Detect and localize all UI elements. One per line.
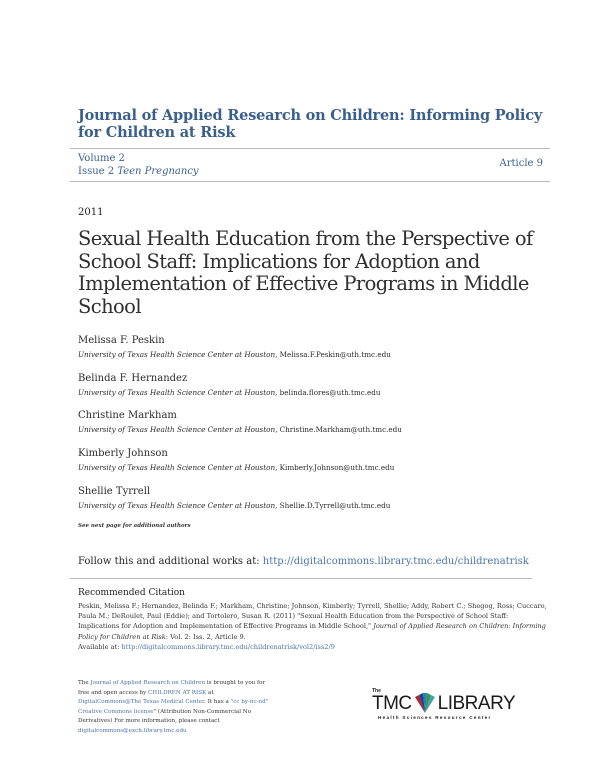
paper-title: Sexual Health Education from the Perspective of School Staff: Implications for Adoption and Implementation of Effective Programs in Middle School bbox=[78, 227, 533, 318]
journal-title: Journal of Applied Research on Children: Informing Policy for Children at Risk bbox=[78, 107, 543, 141]
recommended-citation-heading: Recommended Citation bbox=[78, 588, 185, 598]
license-link[interactable]: "cc by-nc-nd" Creative Commons license bbox=[78, 699, 269, 715]
tmc-library-logo: The TMC LIBRARY Health Sciences Resource Center bbox=[372, 688, 516, 720]
author-name: Kimberly Johnson bbox=[78, 448, 168, 459]
author-email[interactable]: Christine.Markham@uth.tmc.edu bbox=[279, 425, 402, 434]
author-affiliation: University of Texas Health Science Center at Houston, Christine.Markham@uth.tmc.edu bbox=[78, 425, 402, 434]
author-affiliation: University of Texas Health Science Center at Houston, Kimberly.Johnson@uth.tmc.edu bbox=[78, 463, 395, 472]
author-affiliation: University of Texas Health Science Center at Houston, belinda.flores@uth.tmc.edu bbox=[78, 388, 381, 397]
issue-topic: Teen Pregnancy bbox=[117, 166, 199, 177]
volume-info bbox=[78, 152, 199, 178]
author-name: Melissa F. Peskin bbox=[78, 335, 165, 346]
follow-link[interactable]: http://digitalcommons.library.tmc.edu/childrenatrisk bbox=[262, 556, 529, 567]
author-affiliation: University of Texas Health Science Center at Houston, Shellie.D.Tyrrell@uth.tmc.edu bbox=[78, 501, 391, 510]
follow-label: Follow this and additional works at: bbox=[78, 556, 263, 567]
citation-journal: Journal of Applied Research on Children: Informing Policy for Children at Risk bbox=[78, 622, 546, 641]
logo-library: LIBRARY bbox=[437, 693, 516, 714]
fan-icon bbox=[414, 693, 436, 713]
author-name: Christine Markham bbox=[78, 410, 177, 421]
journal-link[interactable]: Journal of Applied Research on Children bbox=[90, 680, 206, 686]
publication-year: 2011 bbox=[78, 207, 104, 218]
author-name: Belinda F. Hernandez bbox=[78, 373, 188, 384]
more-authors-note: See next page for additional authors bbox=[78, 523, 191, 529]
contact-email-link[interactable]: digitalcommons@exch.library.tmc.edu bbox=[78, 727, 187, 734]
author-email[interactable]: belinda.flores@uth.tmc.edu bbox=[279, 388, 381, 397]
author-name: Shellie Tyrrell bbox=[78, 486, 151, 497]
citation-link[interactable]: http://digitalcommons.library.tmc.edu/childrenatrisk/vol2/iss2/9 bbox=[121, 642, 335, 651]
author-email[interactable]: Kimberly.Johnson@uth.tmc.edu bbox=[279, 463, 395, 472]
footer-notice: The Journal of Applied Research on Children is brought to you for free and open access by CHILDREN AT RISK at DigitalCommons@The Texas Medical Center. It has a "cc by-nc-nd" Creative Commons license" (Attribution Non-Commercial No Derivatives) For more information, please contact digitalcommons@exch.library.tmc.edu bbox=[78, 680, 269, 734]
citation-divider bbox=[70, 578, 532, 579]
citation-text: Peskin, Melissa F.; Hernandez, Belinda F.; Markham, Christine; Johnson, Kimberly; Tyrrell, Shellie; Addy, Robert C.; Shegog, Ross; Cuccaro, Paula M.; DeRoulet, Paul (Eddie); and Tortolero, Susan R. (2011) "Sexual Health Education from the Perspective of School Staff: Implications for Adoption and Implementation of Effective Programs in Middle School," Journal of Applied Research on Children: Informing Policy for Children at Risk: Vol. 2: Iss. 2, Article 9. Available at: http://digitalcommons.library.tmc.edu/childrenatrisk/vol2/iss2/9 bbox=[78, 602, 547, 651]
author-email[interactable]: Shellie.D.Tyrrell@uth.tmc.edu bbox=[279, 501, 391, 510]
volume-label: Volume 2 bbox=[78, 153, 125, 164]
article-number: Article 9 bbox=[499, 158, 543, 169]
children-at-risk-link[interactable]: CHILDREN AT RISK bbox=[148, 689, 207, 696]
header-divider-bottom bbox=[70, 181, 550, 182]
author-email[interactable]: Melissa.F.Peskin@uth.tmc.edu bbox=[279, 350, 391, 359]
issue-label: Issue 2 bbox=[78, 166, 115, 177]
author-affiliation: University of Texas Health Science Center at Houston, Melissa.F.Peskin@uth.tmc.edu bbox=[78, 350, 391, 359]
header-divider-top bbox=[70, 148, 550, 149]
follow-line bbox=[78, 556, 529, 567]
digital-commons-link[interactable]: DigitalCommons@The Texas Medical Center bbox=[78, 699, 205, 705]
logo-tmc: TMC bbox=[372, 693, 412, 714]
